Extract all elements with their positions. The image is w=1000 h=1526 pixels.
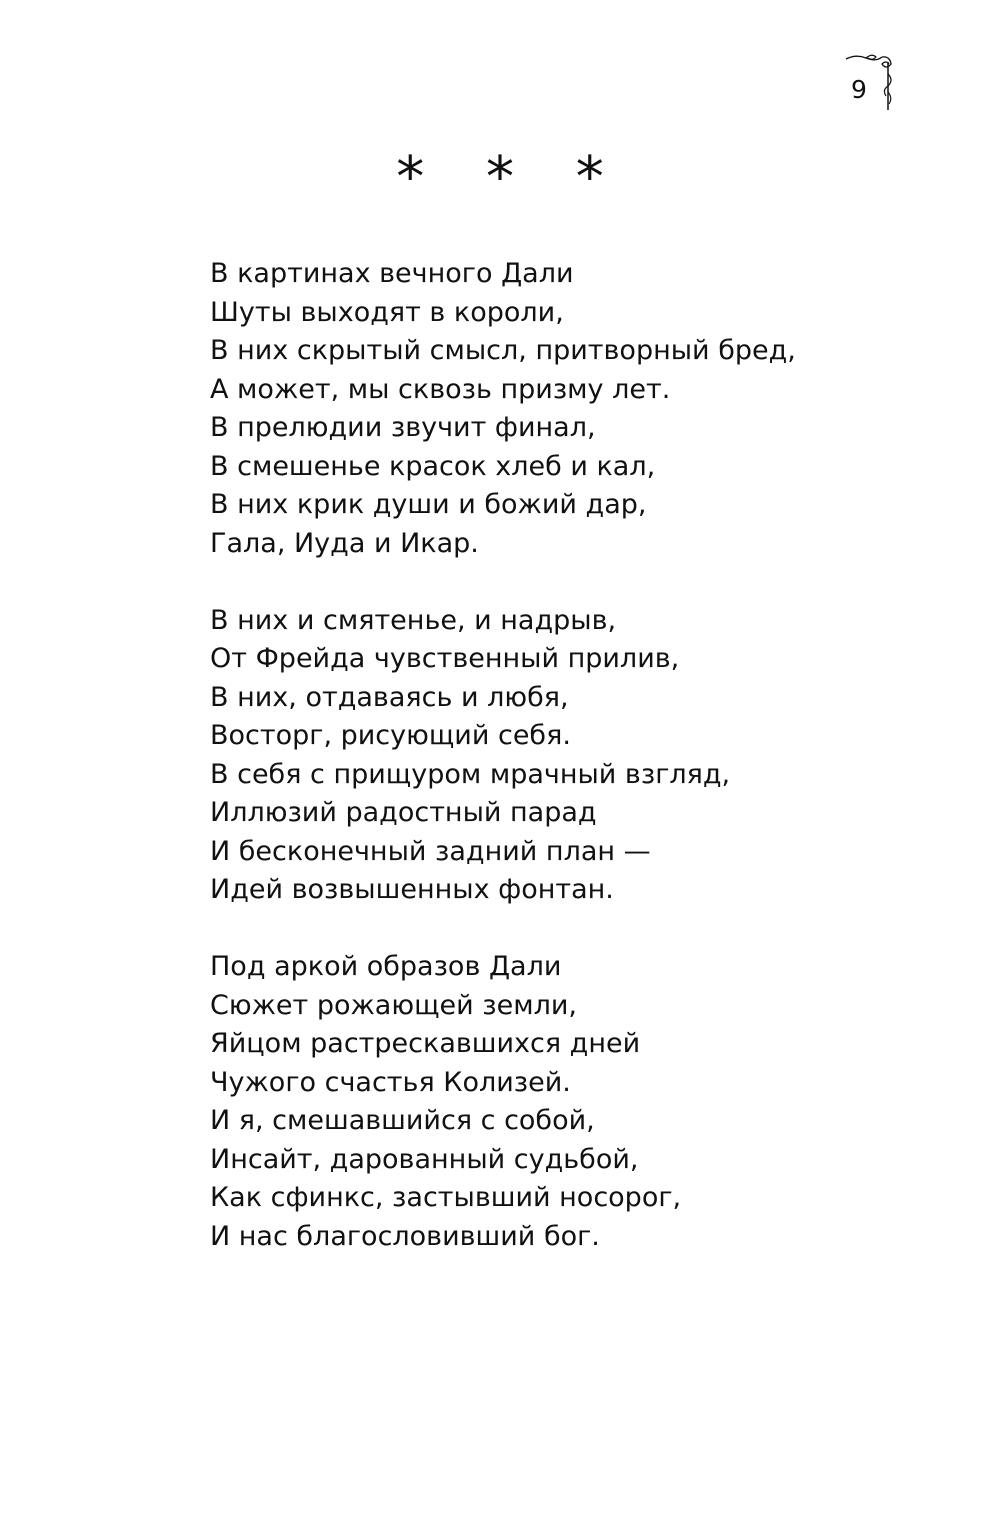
poem-line: В них и смятенье, и надрыв, [210, 604, 617, 636]
poem-line: В них крик души и божий дар, [210, 489, 647, 520]
poem-line: Гала, Иуда и Икар. [210, 527, 479, 559]
stanza [210, 255, 910, 563]
poem-line: В прелюдии звучит финал, [210, 412, 596, 443]
page-number-block [842, 52, 898, 112]
poem-line: Как сфинкс, застывший носорог, [210, 1182, 682, 1213]
poem-line: А может, мы сквозь призму лет. [210, 373, 671, 405]
poem-line: В себя с прищуром мрачный взгляд, [210, 758, 731, 790]
poem-line: Восторг, рисующий себя. [210, 720, 571, 751]
poem-line: Чужого счастья Колизей. [210, 1066, 571, 1098]
poem-line: В них скрытый смысл, притворный бред, [210, 335, 796, 366]
poem-line: Яйцом растрескавшихся дней [210, 1028, 641, 1059]
poem-line: Идей возвышенных фонтан. [210, 874, 614, 905]
poem-line: От Фрейда чувственный прилив, [210, 643, 680, 674]
poem-line: В картинах вечного Дали [210, 258, 574, 289]
poem-line: Шуты выходят в короли, [210, 296, 564, 328]
poem-line: И я, смешавшийся с собой, [210, 1105, 595, 1136]
poem [210, 255, 910, 1295]
stanza [210, 948, 910, 1256]
poem-line: И нас благословивший бог. [210, 1220, 600, 1252]
poem-line: Инсайт, дарованный судьбой, [210, 1143, 639, 1175]
section-separator: * * * [396, 145, 626, 210]
poem-line: Иллюзий радостный парад [210, 797, 597, 828]
poem-line: Под аркой образов Дали [210, 951, 562, 982]
page-number: 9 [851, 75, 867, 104]
poem-line: Сюжет рожающей земли, [210, 989, 577, 1021]
poem-line: В смешенье красок хлеб и кал, [210, 450, 656, 482]
poem-line: И бесконечный задний план — [210, 835, 651, 867]
stanza [210, 602, 910, 910]
poem-line: В них, отдаваясь и любя, [210, 681, 569, 713]
